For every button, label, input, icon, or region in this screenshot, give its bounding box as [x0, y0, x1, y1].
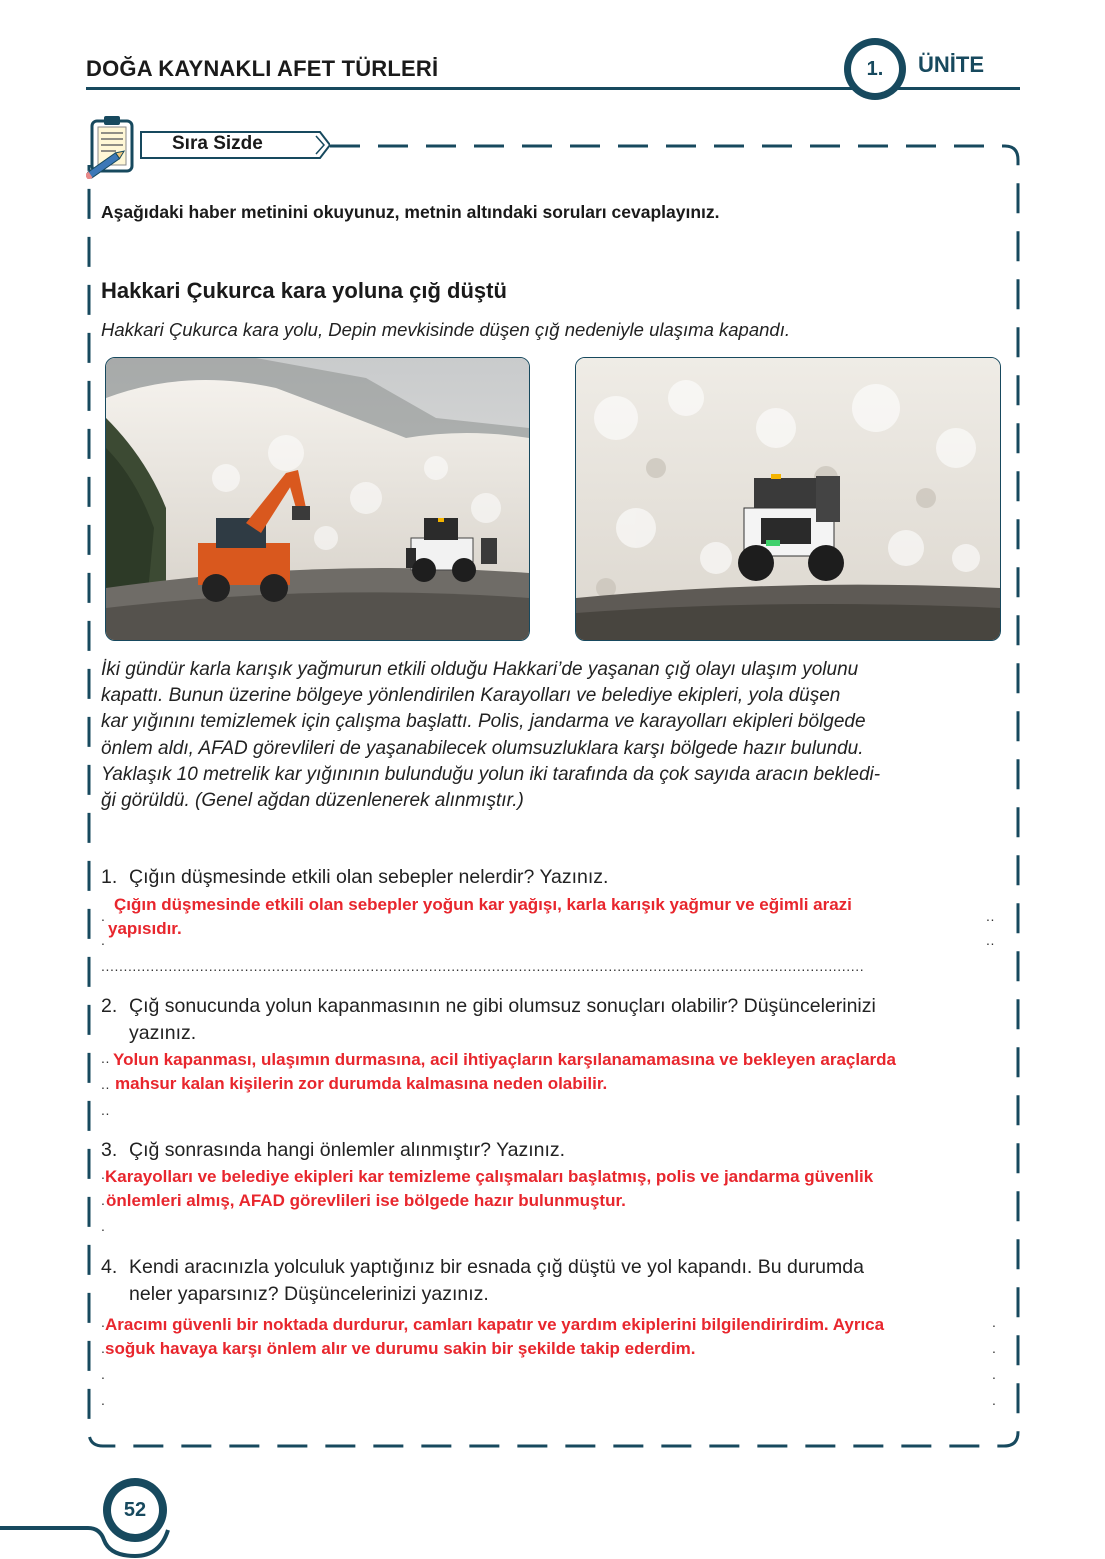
answer-line: Aracımı güvenli bir noktada durdurur, camları kapatır ve yardım ekiplerini bilgilendirirdim. Ayrıca: [105, 1315, 885, 1334]
answer-3: [105, 1165, 873, 1212]
unit-number: 1.: [851, 45, 899, 93]
answer-dots: .: [101, 1366, 106, 1382]
answer-dots: .: [992, 1392, 997, 1408]
news-title: Hakkari Çukurca kara yoluna çığ düştü: [101, 278, 507, 303]
answer-dots: ..: [101, 1050, 110, 1066]
answer-line: Karayolları ve belediye ekipleri kar temizleme çalışmaları başlatmış, polis ve jandarma güvenlik: [105, 1167, 874, 1186]
news-body-line: kar yığınını temizlemek için çalışma başlattı. Polis, jandarma ve karayolları ekipleri bölgede: [101, 711, 866, 733]
answer-1: [108, 893, 852, 940]
question-text: Çığ sonrasında hangi önlemler alınmıştır? Yazınız.: [129, 1139, 566, 1161]
question-number: 4.: [101, 1256, 118, 1278]
answer-dots: .: [992, 1366, 997, 1382]
answer-dots: ..: [986, 932, 995, 948]
answer-dots-line: ..........................................................................................................................................................................: [101, 958, 865, 974]
question-3: [101, 1137, 565, 1164]
answer-line: soğuk havaya karşı önlem alır ve durumu sakin bir şekilde takip ederdim.: [105, 1338, 696, 1358]
avalanche-photo-loader: [575, 357, 1001, 641]
answer-dots: .: [101, 1340, 106, 1356]
answer-line: Çığın düşmesinde etkili olan sebepler yoğun kar yağışı, karla karışık yağmur ve eğimli arazi: [114, 895, 852, 914]
answer-dots: .: [992, 1314, 997, 1330]
answer-dots: ..: [986, 908, 995, 924]
answer-line: yapısıdır.: [108, 918, 182, 938]
news-body: [101, 657, 1006, 814]
question-1: [101, 864, 608, 891]
answer-dots: .: [101, 1392, 106, 1408]
clipboard-pencil-icon: [86, 113, 146, 179]
answer-dots: .: [101, 908, 106, 924]
question-4: [101, 1254, 864, 1307]
activity-instruction: Aşağıdaki haber metinini okuyunuz, metnin altındaki soruları cevaplayınız.: [101, 202, 720, 222]
question-text: Çığın düşmesinde etkili olan sebepler nelerdir? Yazınız.: [129, 866, 609, 888]
answer-dots: .: [101, 1166, 106, 1182]
question-text: neler yaparsınız? Düşüncelerinizi yazınız.: [129, 1282, 489, 1305]
news-body-line: önlem aldı, AFAD görevlileri de yaşanabilecek olumsuzluklara karşı bölgede hazır bulundu.: [101, 737, 864, 759]
news-body-line: Yaklaşık 10 metrelik kar yığınının bulunduğu yolun iki tarafında da çok sayıda aracın bekledi-: [101, 763, 881, 785]
question-2: [101, 993, 876, 1046]
question-text: Çığ sonucunda yolun kapanmasının ne gibi olumsuz sonuçları olabilir? Düşüncelerinizi: [129, 995, 876, 1017]
question-text: yazınız.: [129, 1021, 197, 1044]
answer-dots: ..: [101, 1102, 110, 1118]
news-body-line: kapattı. Bunun üzerine bölgeye yönlendirilen Karayolları ve belediye ekipleri, yola düşen: [101, 685, 841, 707]
news-body-line: İki gündür karla karışık yağmurun etkili olduğu Hakkari’de yaşanan çığ olayı ulaşım yolunu: [101, 659, 859, 680]
answer-dots: .: [101, 1192, 106, 1208]
question-number: 1.: [101, 866, 118, 888]
question-number: 3.: [101, 1139, 118, 1161]
answer-line: önlemleri almış, AFAD görevlileri ise bölgede hazır bulunmuştur.: [106, 1190, 626, 1210]
avalanche-photo-excavator: [105, 357, 530, 641]
answer-4: [105, 1313, 884, 1360]
answer-dots: .: [992, 1340, 997, 1356]
news-body-line: ği görüldü. (Genel ağdan düzenlenerek alınmıştır.): [101, 790, 524, 812]
answer-2: [113, 1048, 896, 1095]
answer-dots: .: [101, 1218, 106, 1234]
question-number: 2.: [101, 995, 118, 1017]
answer-dots: .: [101, 932, 106, 948]
answer-dots: ..: [101, 1076, 110, 1092]
answer-dots: .: [101, 1314, 106, 1330]
unit-word: ÜNİTE: [918, 52, 984, 77]
answer-line: mahsur kalan kişilerin zor durumda kalmasına neden olabilir.: [115, 1073, 608, 1093]
answer-line: Yolun kapanması, ulaşımın durmasına, acil ihtiyaçların karşılanamamasına ve bekleyen araçlarda: [113, 1050, 896, 1069]
question-text: Kendi aracınızla yolculuk yaptığınız bir esnada çığ düştü ve yol kapandı. Bu durumda: [129, 1256, 864, 1278]
page-number: 52: [111, 1486, 159, 1534]
chapter-title: DOĞA KAYNAKLI AFET TÜRLERİ: [86, 56, 439, 81]
news-lead: Hakkari Çukurca kara yolu, Depin mevkisinde düşen çığ nedeniyle ulaşıma kapandı.: [101, 319, 790, 340]
badge-label: Sıra Sizde: [172, 133, 263, 154]
